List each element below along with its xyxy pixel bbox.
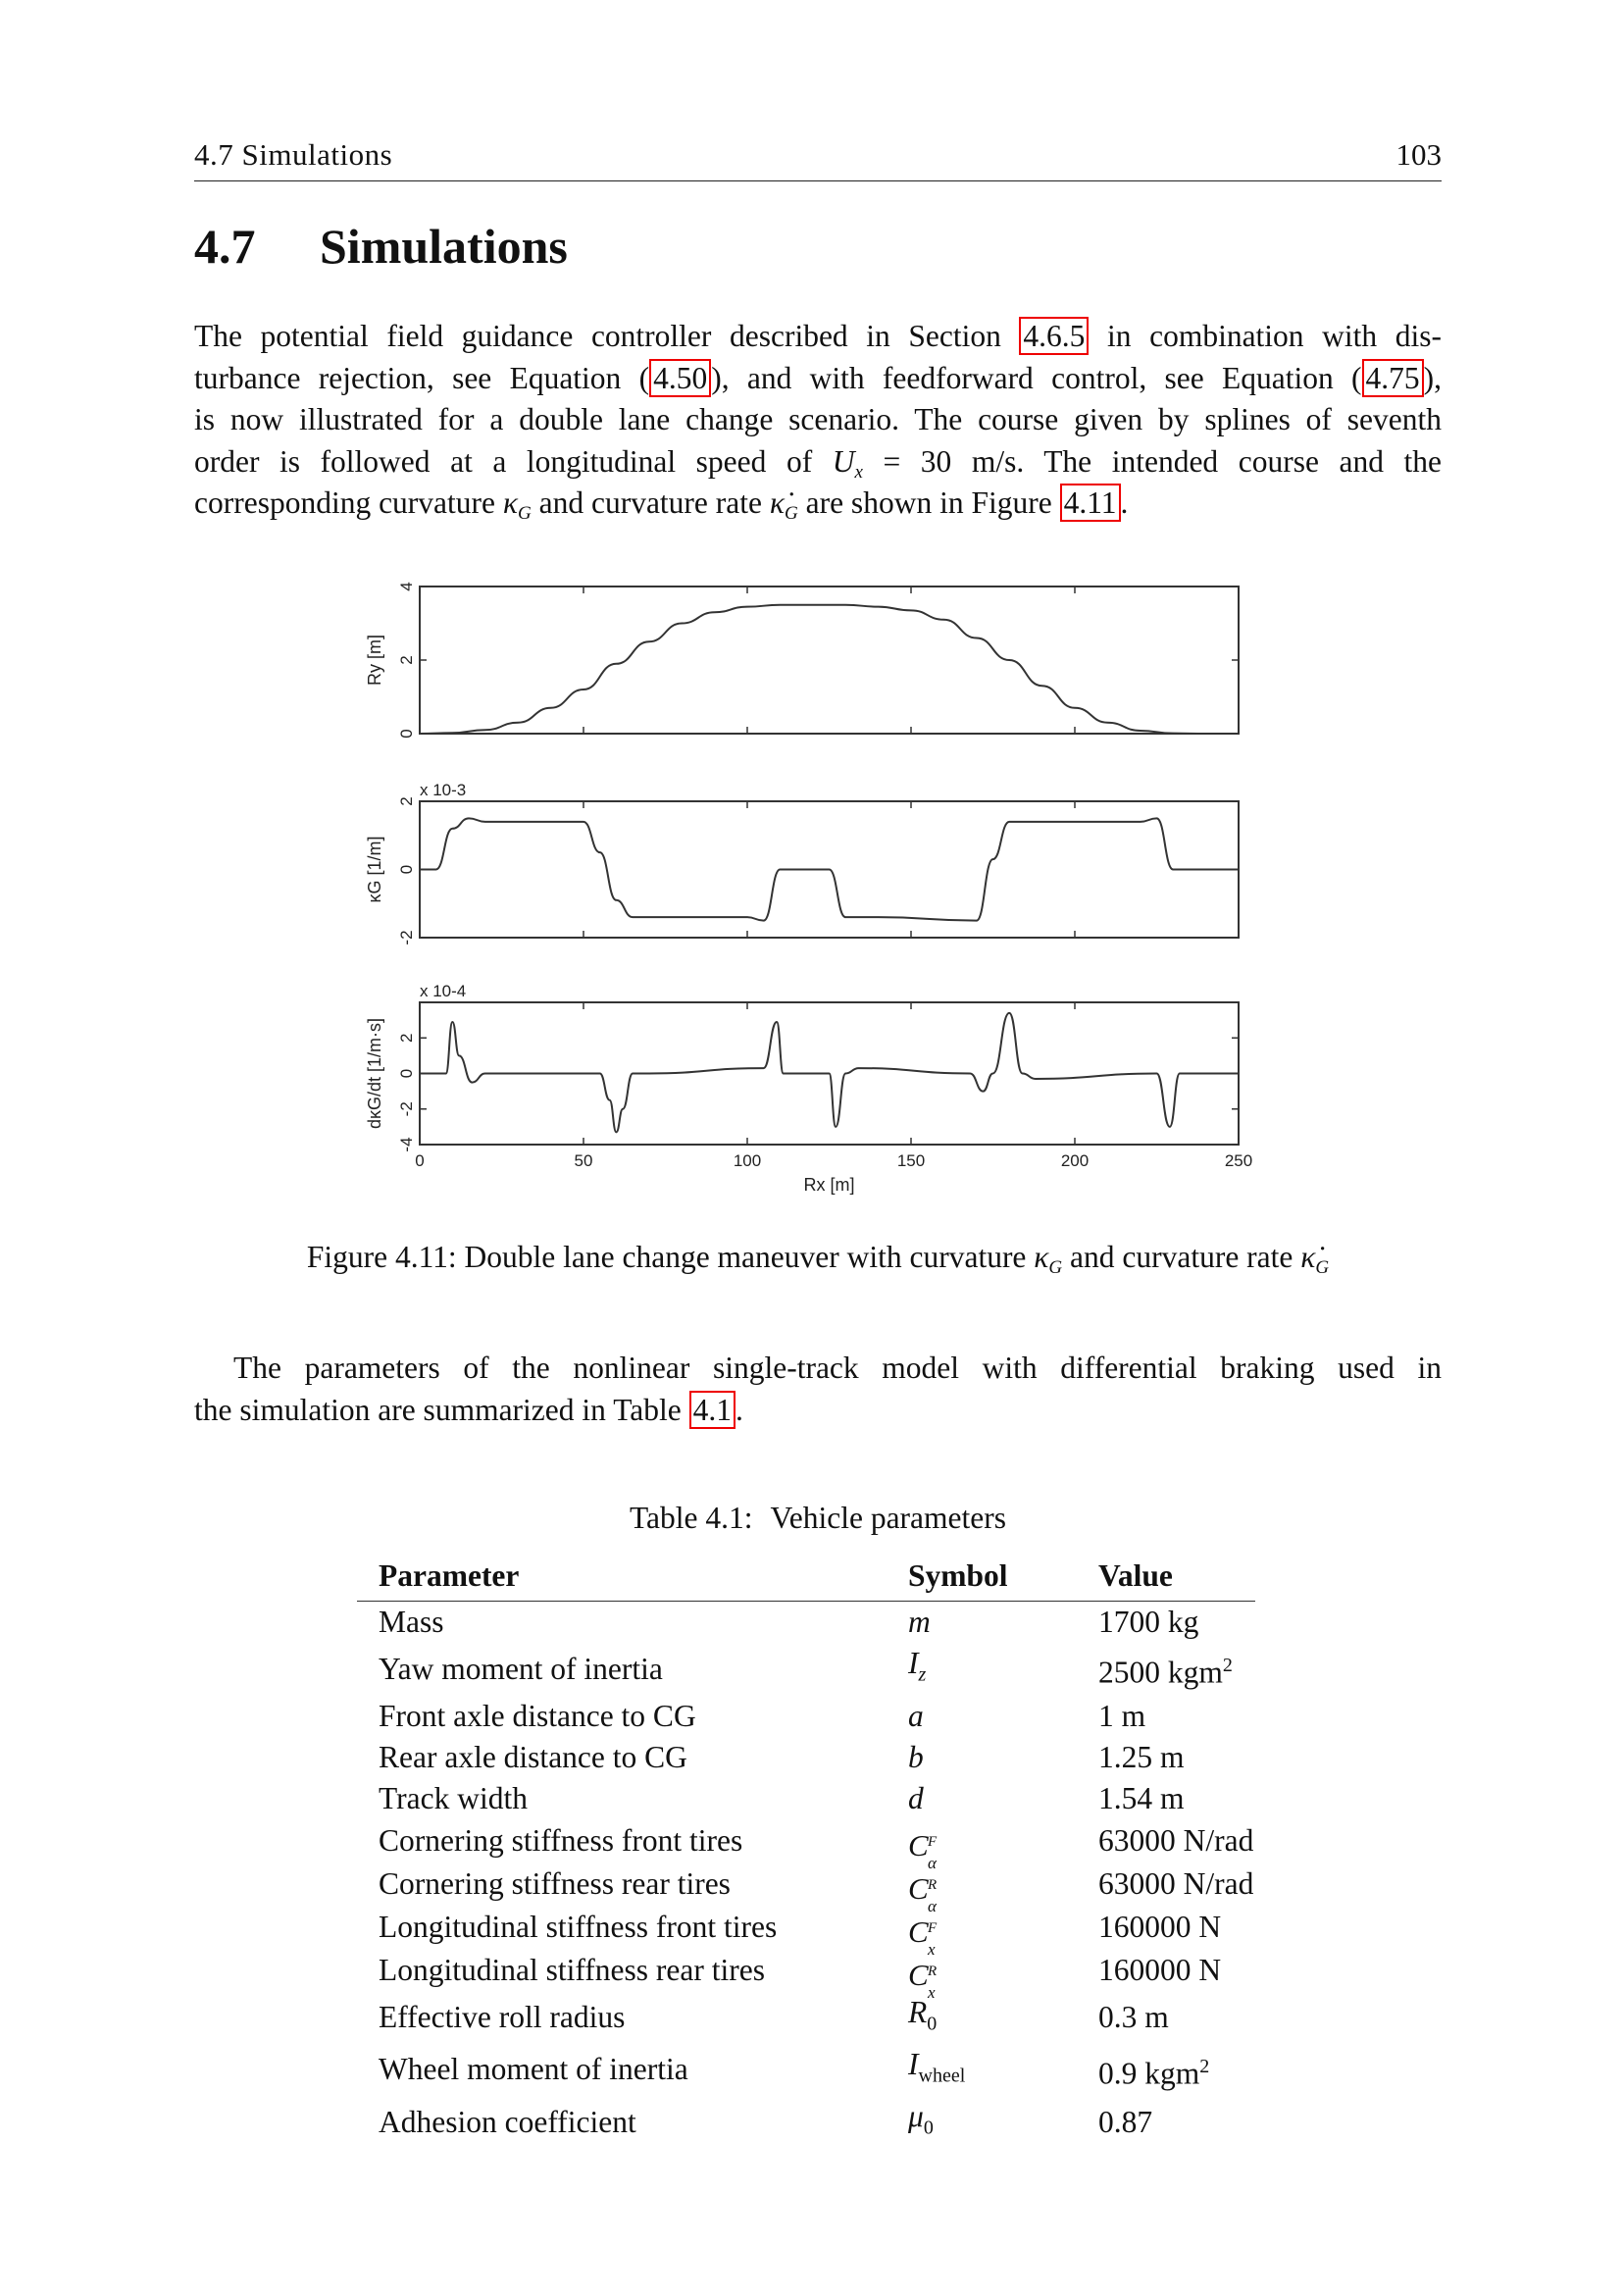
x-tick-label: 150 bbox=[896, 1151, 926, 1170]
symbol-cell: a bbox=[908, 1698, 924, 1733]
table-row bbox=[357, 1778, 1255, 1819]
value-cell: 2500 kgm$^2$ bbox=[1098, 1655, 1233, 1690]
series-line bbox=[420, 818, 1239, 920]
y-tick-label: -2 bbox=[397, 1101, 416, 1117]
parameter-cell: Effective roll radius bbox=[379, 2000, 626, 2035]
y-tick-label: 2 bbox=[397, 796, 416, 806]
intro-paragraph bbox=[194, 316, 1442, 525]
paragraph-line: The potential field guidance controller described in Section 4.6.5 in combination with dis- bbox=[194, 319, 1442, 353]
value-cell: 1.25 m bbox=[1098, 1740, 1185, 1775]
equation-link[interactable]: 4.75 bbox=[1362, 359, 1424, 397]
equation-link[interactable]: 4.50 bbox=[649, 359, 711, 397]
section-heading bbox=[194, 218, 568, 275]
running-header bbox=[194, 137, 1442, 181]
y-tick-label: 0 bbox=[397, 864, 416, 875]
paragraph-line: corresponding curvature $\kappa_G$ and curvature rate $\kappȧ_G$ are shown in Figure 4.11 . bbox=[194, 485, 1129, 524]
parameter-cell: Longitudinal stiffness front tires bbox=[379, 1909, 778, 1944]
table-header-row bbox=[357, 1556, 1255, 1602]
section-title-text: Simulations bbox=[320, 219, 568, 274]
symbol-cell: C F α bbox=[908, 1828, 938, 1873]
symbol-cell: m bbox=[908, 1605, 931, 1640]
parameter-cell: Cornering stiffness front tires bbox=[379, 1823, 743, 1859]
y-tick-label: 0 bbox=[397, 729, 416, 739]
parameter-cell: Track width bbox=[379, 1781, 528, 1816]
page-number: 103 bbox=[1395, 137, 1442, 172]
axis-exponent: x 10-3 bbox=[420, 781, 467, 799]
y-tick-label: 2 bbox=[397, 655, 416, 665]
parameter-cell: Cornering stiffness rear tires bbox=[379, 1866, 731, 1902]
symbol-cell: C R α bbox=[908, 1871, 938, 1916]
y-tick-label: 2 bbox=[397, 1033, 416, 1043]
table-row bbox=[357, 2096, 1255, 2148]
parameter-cell: Mass bbox=[379, 1605, 444, 1640]
x-tick-label: 0 bbox=[415, 1151, 425, 1170]
paragraph-line: is now illustrated for a double lane change scenario. The course given by splines of seventh bbox=[194, 402, 1442, 436]
value-cell: 63000 N/rad bbox=[1098, 1823, 1254, 1859]
y-tick-label: -2 bbox=[397, 930, 416, 945]
value-cell: 160000 N bbox=[1098, 1909, 1222, 1944]
column-header: Parameter bbox=[357, 1556, 887, 1602]
x-tick-label: 200 bbox=[1060, 1151, 1090, 1170]
symbol-cell: C F x bbox=[908, 1913, 938, 1959]
x-tick-label: 100 bbox=[733, 1151, 762, 1170]
x-tick-label: 250 bbox=[1224, 1151, 1253, 1170]
parameter-cell: Yaw moment of inertia bbox=[379, 1651, 663, 1686]
figure-link[interactable]: 4.11 bbox=[1060, 484, 1121, 522]
paragraph-line: turbance rejection, see Equation ( 4.50 ), and with feedforward control, see Equation ( 4.75 ), bbox=[194, 360, 1442, 395]
table-row bbox=[357, 1992, 1255, 2044]
parameter-cell: Longitudinal stiffness rear tires bbox=[379, 1952, 765, 1987]
table-row bbox=[357, 1737, 1255, 1778]
parameter-cell: Front axle distance to CG bbox=[379, 1698, 696, 1733]
paragraph-line: The parameters of the nonlinear single-track model with differential braking used in bbox=[233, 1351, 1442, 1385]
y-tick-label: 4 bbox=[397, 582, 416, 591]
value-cell: 0.87 bbox=[1098, 2104, 1153, 2139]
value-cell: 0.9 kgm$^2$ bbox=[1098, 2055, 1210, 2091]
table-row bbox=[357, 1862, 1255, 1906]
series-line bbox=[420, 1013, 1239, 1132]
symbol-cell: $\mu_0$ bbox=[908, 2099, 934, 2139]
x-axis-label: Rx [m] bbox=[803, 1175, 855, 1195]
figure-caption: Figure 4.11: Double lane change maneuver with curvature $\kappa_G$ and curvature rate $\kappȧ_G$ bbox=[306, 1240, 1330, 1278]
series-line bbox=[420, 605, 1239, 734]
symbol-cell: $R_0$ bbox=[908, 1994, 938, 2034]
parameters-paragraph bbox=[194, 1348, 1442, 1431]
symbol-cell: d bbox=[908, 1781, 924, 1816]
paragraph-line: order is followed at a longitudinal speed of $U_x = 30$ m/s. The intended course and the bbox=[194, 443, 1442, 483]
table-row bbox=[357, 1819, 1255, 1862]
table-caption: Table 4.1: Vehicle parameters bbox=[629, 1501, 1006, 1535]
value-cell: 1700 kg bbox=[1098, 1605, 1199, 1640]
y-axis-label: κG [1/m] bbox=[365, 836, 384, 903]
section-number: 4.7 bbox=[194, 219, 256, 274]
value-cell: 0.3 m bbox=[1098, 2000, 1169, 2035]
table-row bbox=[357, 1602, 1255, 1644]
column-header: Value bbox=[1077, 1556, 1255, 1602]
y-axis-label: Ry [m] bbox=[365, 635, 384, 686]
symbol-cell: $I_{wheel}$ bbox=[908, 2046, 966, 2087]
table-row bbox=[357, 1906, 1255, 1949]
vehicle-parameters-table bbox=[357, 1556, 1255, 2148]
table-row bbox=[357, 2044, 1255, 2096]
parameter-cell: Adhesion coefficient bbox=[379, 2104, 636, 2139]
value-cell: 63000 N/rad bbox=[1098, 1866, 1254, 1902]
y-axis-label: dκG/dt [1/m·s] bbox=[365, 1017, 384, 1130]
value-cell: 160000 N bbox=[1098, 1952, 1222, 1987]
value-cell: 1.54 m bbox=[1098, 1781, 1185, 1816]
x-tick-label: 50 bbox=[574, 1151, 593, 1170]
y-tick-label: 0 bbox=[397, 1068, 416, 1079]
column-header: Symbol bbox=[887, 1556, 1077, 1602]
table-row bbox=[357, 1696, 1255, 1737]
axis-exponent: x 10-4 bbox=[420, 982, 467, 1000]
section-link[interactable]: 4.6.5 bbox=[1019, 317, 1089, 355]
plot-frame bbox=[420, 587, 1239, 734]
symbol-cell: C R x bbox=[908, 1957, 938, 2002]
paragraph-line: the simulation are summarized in Table 4.1 . bbox=[194, 1392, 743, 1427]
header-section: 4.7 Simulations bbox=[194, 137, 393, 172]
parameter-cell: Wheel moment of inertia bbox=[379, 2052, 688, 2087]
table-row bbox=[357, 1643, 1255, 1695]
symbol-cell: $I_z$ bbox=[908, 1646, 927, 1686]
parameter-cell: Rear axle distance to CG bbox=[379, 1740, 687, 1775]
symbol-cell: b bbox=[908, 1740, 924, 1775]
lane-change-figure bbox=[353, 574, 1265, 1201]
value-cell: 1 m bbox=[1098, 1698, 1146, 1733]
table-row bbox=[357, 1949, 1255, 1992]
table-link[interactable]: 4.1 bbox=[689, 1391, 735, 1429]
y-tick-label: -4 bbox=[397, 1137, 416, 1152]
